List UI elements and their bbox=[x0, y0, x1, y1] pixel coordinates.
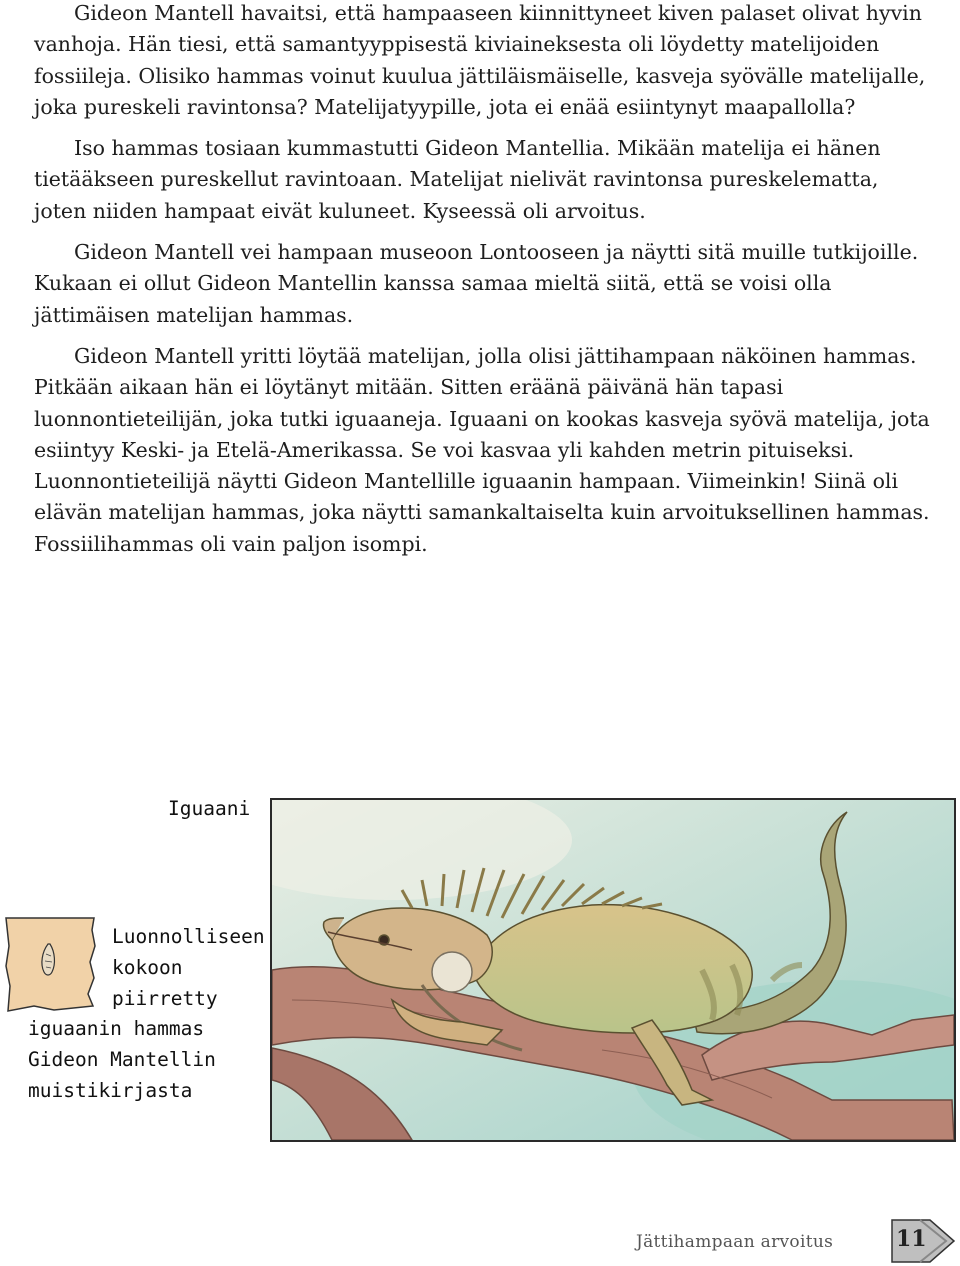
paragraph-3: Gideon Mantell vei hampaan museoon Lontooseen ja näytti sitä muille tutkijoille. Kukaan ei ollut Gideon Mantellin kanssa samaa mieltä siitä, että se voisi olla jättimäisen matelijan hammas. bbox=[34, 240, 919, 327]
footer-title: Jättihampaan arvoitus bbox=[636, 1232, 834, 1252]
iguana-painting bbox=[272, 800, 954, 1140]
paragraph-1: Gideon Mantell havaitsi, että hampaaseen kiinnittyneet kiven palaset olivat hyvin vanhoja. Hän tiesi, että samantyyppisestä kiviaineksesta oli löydetty matelijoiden fossiileja. Olisiko hammas voinut kuulua jättiläismäiselle, kasveja syövälle matelijalle, joka pureskeli ravintonsa? Matelijatyypille, jota ei enää esiintynyt maapallolla? bbox=[34, 1, 926, 119]
paragraph-2: Iso hammas tosiaan kummastutti Gideon Mantellia. Mikään matelija ei hänen tietääkseen pureskellut ravintoaan. Matelijat nielivät ravintonsa pureskelematta, joten niiden hampaat eivät kuluneet. Kyseessä oli arvoitus. bbox=[34, 136, 881, 223]
tooth-caption-line: Gideon Mantellin bbox=[28, 1048, 216, 1072]
tooth-caption-line: kokoon bbox=[112, 955, 183, 979]
iguana-illustration bbox=[270, 798, 956, 1142]
tooth-caption-line: Luonnolliseen bbox=[112, 925, 265, 948]
tooth-caption-line: piirretty bbox=[112, 986, 218, 1010]
paragraph-4: Gideon Mantell yritti löytää matelijan, jolla olisi jättihampaan näköinen hammas. Pitkään aikaan hän ei löytänyt mitään. Sitten eräänä päivänä hän tapasi luonnontieteilijän, joka tutki iguaaneja. Iguaani on kookas kasveja syövä matelija, jota esiintyy Keski- ja Etelä-Amerikassa. Se voi kasvaa yli kahden metrin pituiseksi. Luonnontieteilijä näytti Gideon Mantellille iguaanin hampaan. Viimeinkin! Siinä oli elävän matelijan hammas, joka näytti samankaltaiselta kuin arvoituksellinen hammas. Fossiilihammas oli vain paljon isompi. bbox=[34, 343, 930, 556]
tooth-caption-line: iguaanin hammas bbox=[28, 1017, 205, 1041]
tooth-caption bbox=[28, 922, 265, 1107]
iguana-caption: Iguaani bbox=[168, 797, 251, 820]
page-number: 11 bbox=[896, 1226, 927, 1252]
body-text bbox=[34, 0, 934, 570]
tooth-caption-line: muistikirjasta bbox=[28, 1078, 193, 1102]
